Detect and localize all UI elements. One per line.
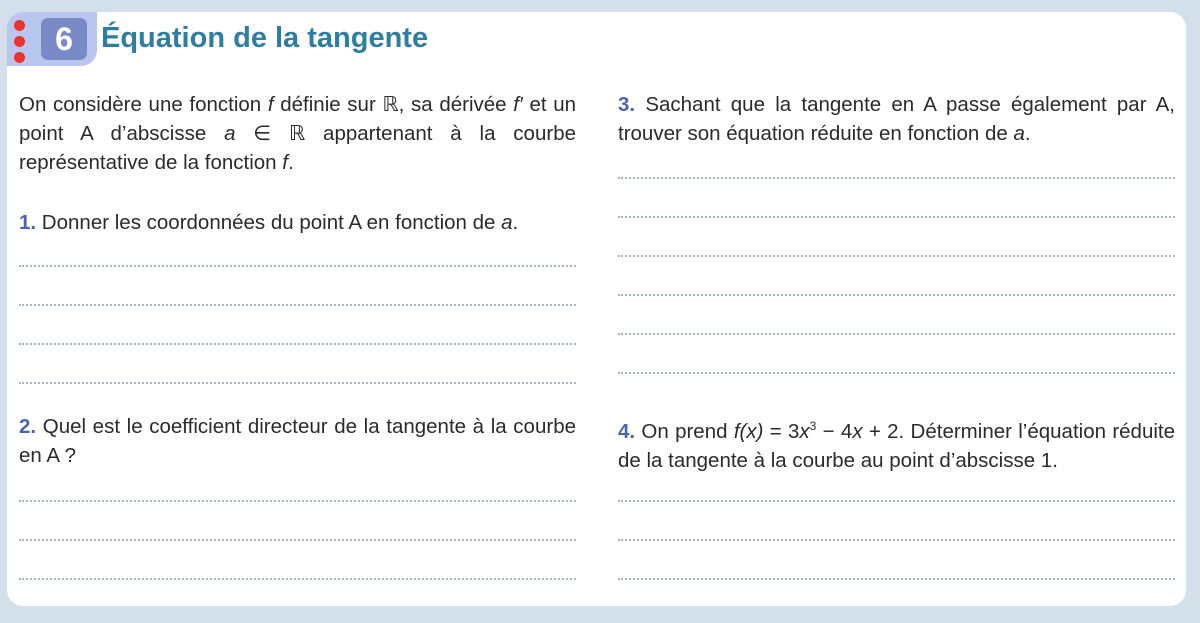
header-tab xyxy=(7,12,97,66)
answer-line[interactable] xyxy=(19,463,576,502)
left-column xyxy=(19,90,576,600)
answer-line[interactable] xyxy=(618,257,1175,296)
answer-line[interactable] xyxy=(618,463,1175,502)
answer-line[interactable] xyxy=(618,335,1175,374)
question-number: 4. xyxy=(618,419,636,443)
intro-text: On considère une fonction f définie sur ℝ, sa dérivée f′ et un point A d’abscisse a ∈ ℝ appartenant à la courbe représentative de la fonction f. xyxy=(19,93,576,174)
question-number: 1. xyxy=(19,211,37,234)
difficulty-dot xyxy=(14,20,25,31)
exercise-card xyxy=(7,12,1186,606)
right-column xyxy=(618,90,1175,600)
answer-lines-4 xyxy=(618,463,1175,580)
answer-line[interactable] xyxy=(19,502,576,541)
exercise-header xyxy=(7,12,607,68)
question-number: 3. xyxy=(618,93,636,116)
answer-line[interactable] xyxy=(618,218,1175,257)
question-number: 2. xyxy=(19,415,37,438)
difficulty-dot xyxy=(14,52,25,63)
exercise-title: Équation de la tangente xyxy=(101,22,429,54)
answer-line[interactable] xyxy=(19,267,576,306)
answer-line[interactable] xyxy=(618,502,1175,541)
answer-lines-3 xyxy=(618,140,1175,374)
answer-line[interactable] xyxy=(618,179,1175,218)
question-3: 3. Sachant que la tangente en A passe également par A, trouver son équation réduite en fonction de a. xyxy=(618,93,1175,145)
answer-line[interactable] xyxy=(618,140,1175,179)
question-2: 2. Quel est le coefficient directeur de la tangente à la courbe en A ? xyxy=(19,415,576,467)
answer-line[interactable] xyxy=(618,541,1175,580)
answer-line[interactable] xyxy=(19,228,576,267)
answer-line[interactable] xyxy=(19,306,576,345)
difficulty-dot xyxy=(14,36,25,47)
answer-line[interactable] xyxy=(19,345,576,384)
answer-line[interactable] xyxy=(19,541,576,580)
exercise-number: 6 xyxy=(41,18,87,60)
answer-line[interactable] xyxy=(618,296,1175,335)
question-4: 4. On prend $f(x) = 3x^3 - 4x + 2$. Déterminer l’équation réduite de la tangente à la courbe au point d’abscisse 1. xyxy=(618,419,1176,472)
answer-lines-1 xyxy=(19,228,576,384)
difficulty-dots-icon xyxy=(14,20,28,68)
question-1: 1. Donner les coordonnées du point A en fonction de a. xyxy=(19,211,519,234)
answer-lines-2 xyxy=(19,463,576,580)
